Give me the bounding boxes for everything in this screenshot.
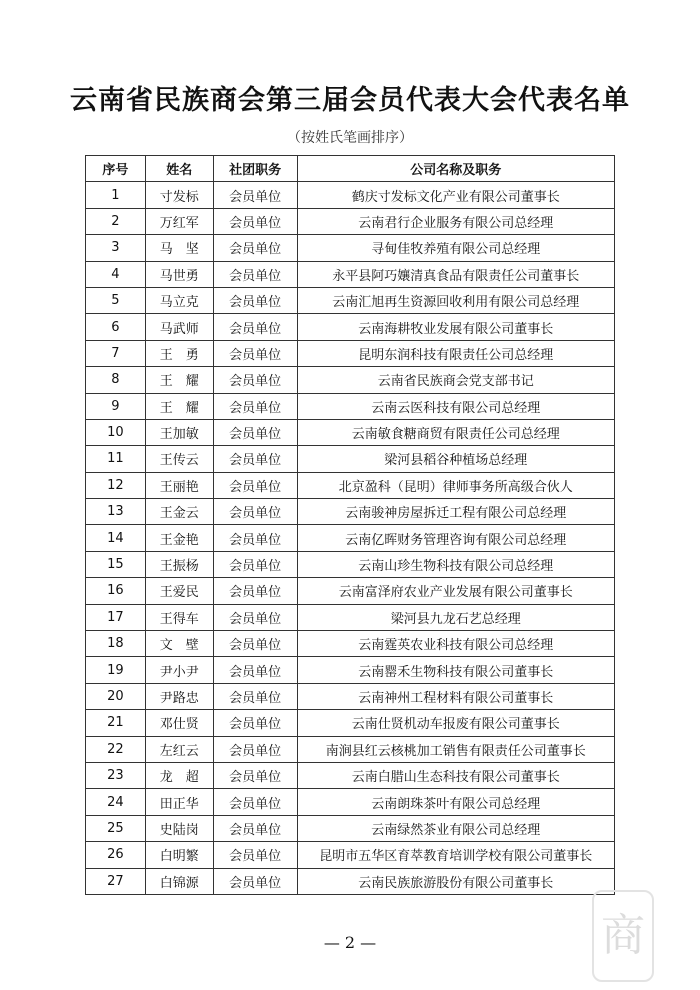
document-subtitle: （按姓氏笔画排序） (287, 130, 413, 146)
cell-number: 17 (86, 604, 146, 630)
cell-company: 云南民族旅游股份有限公司董事长 (297, 868, 614, 894)
delegate-table (85, 155, 615, 895)
table-row (86, 393, 615, 419)
cell-role: 会员单位 (213, 446, 297, 472)
table-row (86, 499, 615, 525)
cell-number: 2 (86, 208, 146, 234)
cell-number: 25 (86, 815, 146, 841)
cell-role: 会员单位 (213, 182, 297, 208)
cell-number: 11 (86, 446, 146, 472)
cell-role: 会员单位 (213, 789, 297, 815)
table-row (86, 182, 615, 208)
cell-role: 会员单位 (213, 340, 297, 366)
document-title: 云南省民族商会第三届会员代表大会代表名单 (70, 85, 630, 116)
cell-number: 19 (86, 657, 146, 683)
cell-number: 4 (86, 261, 146, 287)
table-row (86, 367, 615, 393)
cell-name: 王 耀 (145, 393, 213, 419)
header-name: 姓名 (145, 156, 213, 182)
cell-role: 会员单位 (213, 815, 297, 841)
cell-role: 会员单位 (213, 419, 297, 445)
cell-name: 寸发标 (145, 182, 213, 208)
cell-number: 5 (86, 287, 146, 313)
cell-number: 23 (86, 762, 146, 788)
cell-name: 马武师 (145, 314, 213, 340)
cell-name: 王得车 (145, 604, 213, 630)
cell-role: 会员单位 (213, 868, 297, 894)
cell-name: 文 壁 (145, 631, 213, 657)
table-row (86, 710, 615, 736)
cell-role: 会员单位 (213, 710, 297, 736)
table-row (86, 419, 615, 445)
cell-company: 云南亿晖财务管理咨询有限公司总经理 (297, 525, 614, 551)
table-row (86, 842, 615, 868)
cell-name: 左红云 (145, 736, 213, 762)
table-row (86, 551, 615, 577)
cell-name: 万红军 (145, 208, 213, 234)
cell-name: 王丽艳 (145, 472, 213, 498)
table-row (86, 604, 615, 630)
table-row (86, 446, 615, 472)
cell-role: 会员单位 (213, 631, 297, 657)
table-row (86, 762, 615, 788)
table-row (86, 736, 615, 762)
cell-company: 云南罂禾生物科技有限公司董事长 (297, 657, 614, 683)
table-row (86, 287, 615, 313)
cell-company: 寻甸佳牧养殖有限公司总经理 (297, 235, 614, 261)
cell-company: 云南敏食糖商贸有限责任公司总经理 (297, 419, 614, 445)
table-row (86, 261, 615, 287)
cell-number: 8 (86, 367, 146, 393)
cell-name: 马 坚 (145, 235, 213, 261)
cell-role: 会员单位 (213, 499, 297, 525)
cell-name: 龙 超 (145, 762, 213, 788)
table-body (86, 182, 615, 895)
cell-name: 王爱民 (145, 578, 213, 604)
cell-name: 田正华 (145, 789, 213, 815)
cell-role: 会员单位 (213, 842, 297, 868)
watermark-glyph: 商 (601, 910, 645, 961)
cell-company: 云南汇旭再生资源回收利用有限公司总经理 (297, 287, 614, 313)
cell-company: 北京盈科（昆明）律师事务所高级合伙人 (297, 472, 614, 498)
cell-name: 王金云 (145, 499, 213, 525)
cell-number: 12 (86, 472, 146, 498)
cell-role: 会员单位 (213, 393, 297, 419)
cell-number: 14 (86, 525, 146, 551)
cell-company: 云南神州工程材料有限公司董事长 (297, 683, 614, 709)
cell-name: 尹路忠 (145, 683, 213, 709)
table-row (86, 657, 615, 683)
cell-role: 会员单位 (213, 683, 297, 709)
cell-number: 3 (86, 235, 146, 261)
cell-name: 王金艳 (145, 525, 213, 551)
cell-name: 王 耀 (145, 367, 213, 393)
cell-company: 梁河县稻谷种植场总经理 (297, 446, 614, 472)
header-role: 社团职务 (213, 156, 297, 182)
cell-company: 昆明市五华区育萃教育培训学校有限公司董事长 (297, 842, 614, 868)
cell-number: 18 (86, 631, 146, 657)
cell-number: 7 (86, 340, 146, 366)
table-row (86, 314, 615, 340)
cell-company: 梁河县九龙石艺总经理 (297, 604, 614, 630)
table-row (86, 683, 615, 709)
cell-role: 会员单位 (213, 235, 297, 261)
cell-name: 王传云 (145, 446, 213, 472)
cell-company: 云南君行企业服务有限公司总经理 (297, 208, 614, 234)
cell-number: 1 (86, 182, 146, 208)
table-row (86, 578, 615, 604)
table-row (86, 525, 615, 551)
cell-name: 史陆岗 (145, 815, 213, 841)
cell-number: 22 (86, 736, 146, 762)
cell-role: 会员单位 (213, 261, 297, 287)
cell-number: 10 (86, 419, 146, 445)
cell-company: 云南富泽府农业产业发展有限公司董事长 (297, 578, 614, 604)
cell-role: 会员单位 (213, 657, 297, 683)
cell-name: 王 勇 (145, 340, 213, 366)
cell-role: 会员单位 (213, 208, 297, 234)
table-row (86, 235, 615, 261)
watermark-logo (592, 890, 654, 982)
cell-role: 会员单位 (213, 551, 297, 577)
cell-number: 16 (86, 578, 146, 604)
cell-company: 云南绿然茶业有限公司总经理 (297, 815, 614, 841)
cell-company: 云南山珍生物科技有限公司总经理 (297, 551, 614, 577)
table-row (86, 208, 615, 234)
cell-company: 鹤庆寸发标文化产业有限公司董事长 (297, 182, 614, 208)
cell-number: 6 (86, 314, 146, 340)
cell-role: 会员单位 (213, 472, 297, 498)
cell-company: 云南朗珠茶叶有限公司总经理 (297, 789, 614, 815)
cell-name: 马世勇 (145, 261, 213, 287)
cell-company: 云南海耕牧业发展有限公司董事长 (297, 314, 614, 340)
cell-number: 13 (86, 499, 146, 525)
cell-company: 昆明东润科技有限责任公司总经理 (297, 340, 614, 366)
cell-company: 云南霆英农业科技有限公司总经理 (297, 631, 614, 657)
page-number: — 2 — (323, 933, 377, 952)
cell-role: 会员单位 (213, 578, 297, 604)
cell-number: 21 (86, 710, 146, 736)
cell-role: 会员单位 (213, 525, 297, 551)
table-row (86, 631, 615, 657)
table-row (86, 815, 615, 841)
cell-role: 会员单位 (213, 736, 297, 762)
cell-name: 白明繁 (145, 842, 213, 868)
cell-name: 邓仕贤 (145, 710, 213, 736)
cell-name: 尹小尹 (145, 657, 213, 683)
cell-number: 20 (86, 683, 146, 709)
cell-name: 马立克 (145, 287, 213, 313)
cell-role: 会员单位 (213, 367, 297, 393)
cell-company: 云南白腊山生态科技有限公司董事长 (297, 762, 614, 788)
cell-company: 云南省民族商会党支部书记 (297, 367, 614, 393)
cell-number: 26 (86, 842, 146, 868)
header-number: 序号 (86, 156, 146, 182)
cell-role: 会员单位 (213, 287, 297, 313)
cell-role: 会员单位 (213, 762, 297, 788)
cell-company: 云南仕贤机动车报废有限公司董事长 (297, 710, 614, 736)
table-row (86, 340, 615, 366)
cell-name: 白锦源 (145, 868, 213, 894)
cell-company: 南涧县红云核桃加工销售有限责任公司董事长 (297, 736, 614, 762)
header-company: 公司名称及职务 (297, 156, 614, 182)
cell-number: 9 (86, 393, 146, 419)
table-header-row (86, 156, 615, 182)
cell-company: 云南骏神房屋拆迁工程有限公司总经理 (297, 499, 614, 525)
table-row (86, 789, 615, 815)
table-row (86, 472, 615, 498)
cell-company: 云南云医科技有限公司总经理 (297, 393, 614, 419)
cell-number: 27 (86, 868, 146, 894)
cell-number: 15 (86, 551, 146, 577)
table-row (86, 868, 615, 894)
cell-role: 会员单位 (213, 604, 297, 630)
cell-name: 王振杨 (145, 551, 213, 577)
cell-name: 王加敏 (145, 419, 213, 445)
cell-role: 会员单位 (213, 314, 297, 340)
cell-number: 24 (86, 789, 146, 815)
cell-company: 永平县阿巧孃清真食品有限责任公司董事长 (297, 261, 614, 287)
